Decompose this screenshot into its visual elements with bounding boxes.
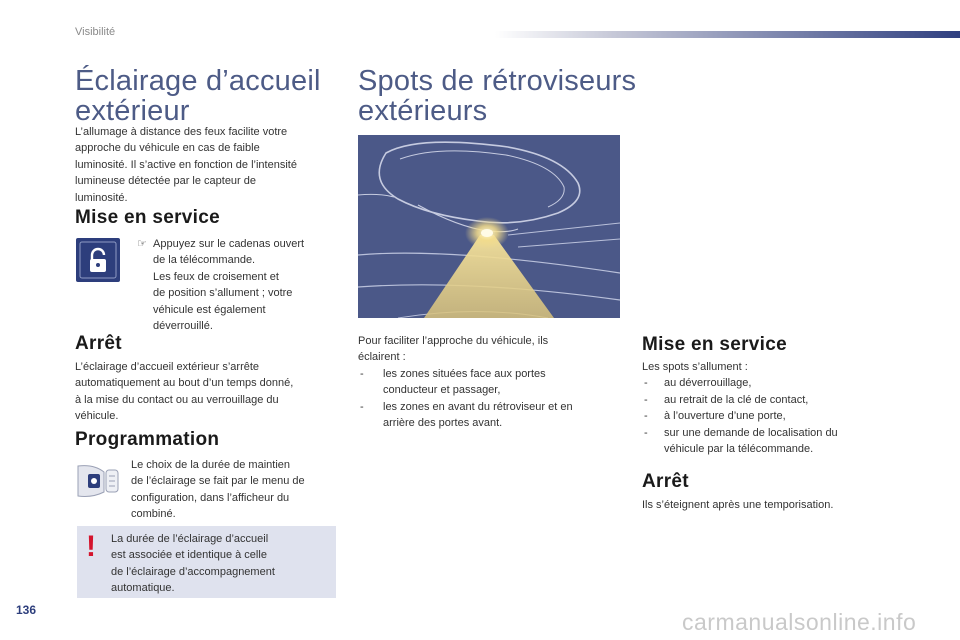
text-line: luminosité. xyxy=(75,191,128,204)
text-line: déverrouillé. xyxy=(153,320,213,333)
text-line: - les zones situées face aux portes xyxy=(383,367,546,380)
text-line: Les feux de croisement et xyxy=(153,270,279,283)
text-line: est associée et identique à celle xyxy=(111,549,267,562)
header-gradient-bar xyxy=(495,31,960,38)
text-line: L’allumage à distance des feux facilite votre xyxy=(75,126,288,138)
text-line: arrière des portes avant. xyxy=(383,417,503,430)
left-mise-en-service-text xyxy=(137,236,337,334)
text-line: approche du véhicule en cas de faible xyxy=(75,142,260,155)
text-line: véhicule par la télécommande. xyxy=(664,443,814,456)
text-line: - les zones en avant du rétroviseur et en xyxy=(383,400,573,413)
text-line: à la mise du contact ou au verrouillage du xyxy=(75,393,279,406)
text-line: combiné. xyxy=(131,508,176,521)
left-title-line: Éclairage d’accueil xyxy=(75,65,321,97)
list-item xyxy=(642,375,892,391)
text-line: - sur une demande de localisation du xyxy=(664,426,838,439)
right-arret-text: Ils s’éteignent après une temporisation. xyxy=(642,499,834,511)
left-intro-paragraph xyxy=(75,124,335,206)
section-name: Visibilité xyxy=(75,26,116,38)
left-programmation-heading: Programmation xyxy=(75,429,220,450)
text-line: automatiquement au bout d’un temps donné, xyxy=(75,377,294,390)
text-line: de la télécommande. xyxy=(153,254,256,267)
text-line: - au déverrouillage, xyxy=(664,377,752,390)
right-mise-en-service-text xyxy=(642,359,892,457)
middle-dash-list xyxy=(358,366,608,432)
middle-page-title xyxy=(358,66,636,126)
text-line: automatique. xyxy=(111,582,175,595)
middle-text xyxy=(358,333,608,431)
left-arret-heading: Arrêt xyxy=(75,333,122,354)
left-page-title xyxy=(75,66,321,126)
right-arret-heading: Arrêt xyxy=(642,471,689,492)
warning-text xyxy=(111,531,331,597)
padlock-unlock-icon xyxy=(76,238,120,282)
right-mise-en-service-heading: Mise en service xyxy=(642,334,787,355)
mirror-spotlight-illustration xyxy=(358,135,620,318)
left-mise-en-service-heading: Mise en service xyxy=(75,207,220,228)
text-line: Appuyez sur le cadenas ouvert xyxy=(153,238,305,250)
list-item xyxy=(642,392,892,408)
list-item xyxy=(358,399,608,432)
text-line: de l’éclairage se fait par le menu de xyxy=(131,475,305,488)
middle-title-line: extérieurs xyxy=(358,95,488,127)
list-item xyxy=(642,425,892,458)
middle-title-line: Spots de rétroviseurs xyxy=(358,65,637,97)
arrow-bullet-icon: ☞ xyxy=(137,238,147,250)
text-line: La durée de l’éclairage d’accueil xyxy=(111,533,269,545)
instruction-item xyxy=(137,236,337,334)
watermark: carmanualsonline.info xyxy=(682,609,917,635)
text-line: de l’éclairage d’accompagnement xyxy=(111,565,275,578)
list-item xyxy=(358,366,608,399)
left-title-line: extérieur xyxy=(75,95,190,127)
text-line: véhicule. xyxy=(75,410,119,423)
text-line: véhicule est également xyxy=(153,303,266,316)
text-line: configuration, dans l’afficheur du xyxy=(131,491,290,504)
right-dash-list xyxy=(642,375,892,457)
text-line: de position s’allument ; votre xyxy=(153,287,293,300)
text-line: L’éclairage d’accueil extérieur s’arrête xyxy=(75,361,260,373)
warning-exclamation-icon: ! xyxy=(86,530,96,563)
text-line: Le choix de la durée de maintien xyxy=(131,459,290,471)
text-line: - à l’ouverture d’une porte, xyxy=(664,410,786,423)
text-line: éclairent : xyxy=(358,351,406,364)
text-line: lumineuse détectée par le capteur de xyxy=(75,175,257,188)
text-line: Les spots s’allument : xyxy=(642,361,748,373)
text-line: - au retrait de la clé de contact, xyxy=(664,393,809,406)
steering-wheel-controls-icon xyxy=(74,462,122,500)
text-line: luminosité. Il s’active en fonction de l’intensité xyxy=(75,158,297,171)
text-line: conducteur et passager, xyxy=(383,384,501,397)
list-item xyxy=(642,408,892,424)
left-programmation-text xyxy=(131,457,341,523)
text-line: Pour faciliter l’approche du véhicule, ils xyxy=(358,335,549,347)
left-arret-text xyxy=(75,359,340,425)
page-number: 136 xyxy=(16,603,37,617)
